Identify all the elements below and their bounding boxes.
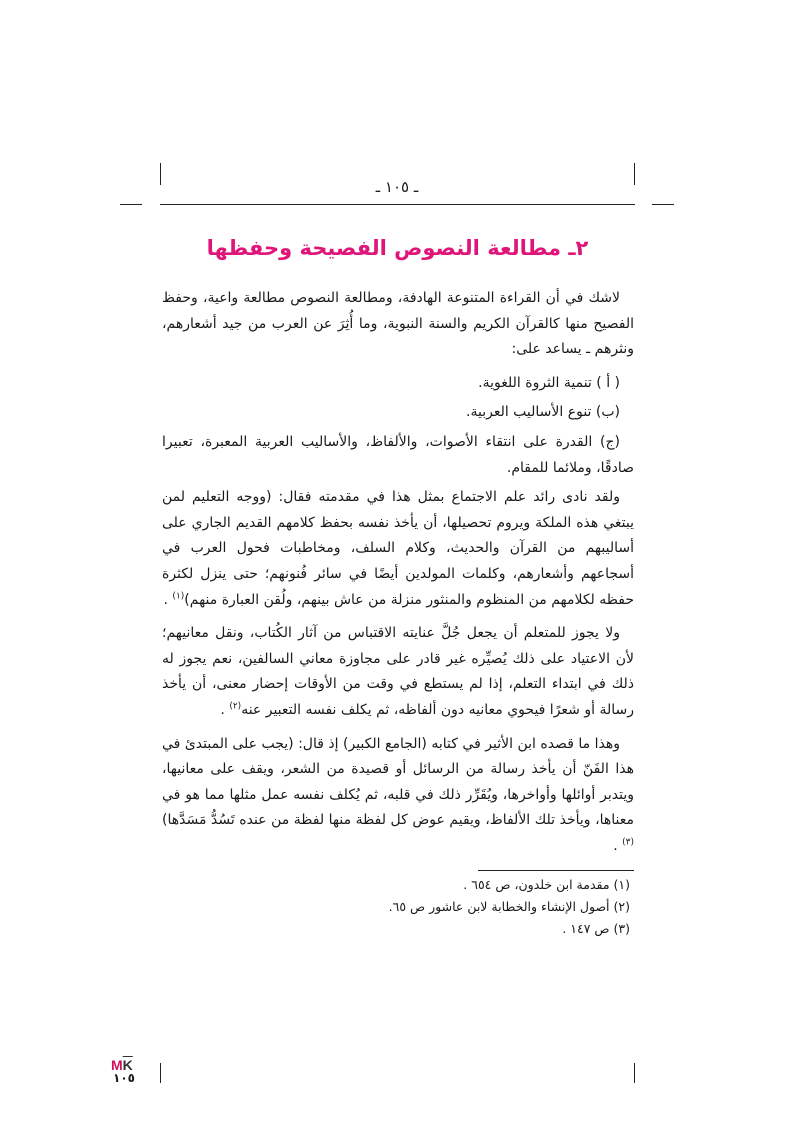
footnote-2: (٢) أصول الإنشاء والخطابة لابن عاشور ص ٦٥. [388, 899, 630, 914]
crop-mark-left-horizontal [120, 204, 142, 205]
main-content [162, 286, 634, 867]
list-item-b: (ب) تنوع الأساليب العربية. [466, 404, 620, 421]
footnote-ref-1[interactable]: (١) [172, 590, 185, 601]
footnote-3: (٣) ص ١٤٧ . [562, 921, 630, 936]
crop-mark-right-horizontal [652, 204, 674, 205]
paragraph-quotation: ولا يجوز للمتعلم أن يجعل جُلَّ عنايته الاقتباس من آثار الكُتاب، ونقل معانيهم؛ لأن الاعتياد على ذلك يُصيِّره غير قادر على مجاوزة معاني السالفين، نعم يجوز له ذلك في ابتداء التعلم، إذا لم يستطع في وقت من الأوقات إحضار معنى، أن يأخذ رسالة أو شعرًا فيحوي معانيه دون ألفاظه، ثم يكلف نفسه التعبير عنه$^{(٢)}$ . [162, 625, 634, 718]
footnote-1: (١) مقدمة ابن خلدون، ص ٦٥٤ . [463, 877, 630, 892]
mk-logo-m: M [111, 1057, 123, 1073]
mk-logo-k: $\overline{K}$ [122, 1057, 133, 1073]
header-rule [160, 204, 635, 205]
footer-page-number: ١٠٥ [113, 1071, 135, 1085]
paragraph-quotation-text: ولا يجوز للمتعلم أن يجعل جُلَّ عنايته الاقتباس من آثار الكُتاب، ونقل معانيهم؛ لأن الاعتياد على ذلك يُصيِّره غير قادر على مجاوزة معاني السالفين، نعم يجوز له ذلك في ابتداء التعلم، إذا لم يستطع في وقت من الأوقات إحضار معنى، أن يأخذ رسالة أو شعرًا فيحوي معانيه دون ألفاظه، ثم يكلف نفسه التعبير عنه [162, 625, 634, 718]
footnote-ref-2[interactable]: (٢) [229, 701, 242, 712]
paragraph-ibn-athir: وهذا ما قصده ابن الأثير في كتابه (الجامع الكبير) إذ قال: (يجب على المبتدئ في هذا الفَنّ أن يأخذ رسالة من الرسائل أو قصيدة من الشعر، ويقف على معانيها، ويتدبر أوائلها وأواخرها، ويُقَرِّر ذلك في قلبه، ثم يُكلف نفسه عمل مثلها مما هو في معناها، ويأخذ تلك الألفاظ، ويقيم عوض كل لفظة منها لفظة من عنده تَسُدُّ مَسَدَّها)$^{(٣)}$ . [162, 735, 634, 854]
page-number: ـ ١٠٥ ـ [375, 178, 419, 196]
footnotes [162, 874, 634, 940]
list-item-c: (ج) القدرة على انتقاء الأصوات، والألفاظ، والأساليب العربية المعبرة، تعبيرا صادقًا، وملائما للمقام. [162, 433, 634, 476]
crop-mark-bottom-left [160, 1063, 161, 1083]
paragraph-ibn-athir-text: وهذا ما قصده ابن الأثير في كتابه (الجامع الكبير) إذ قال: (يجب على المبتدئ في هذا الفَنّ أن يأخذ رسالة من الرسائل أو قصيدة من الشعر، ويقف على معانيها، ويتدبر أوائلها وأواخرها، ويُقَرِّر ذلك في قلبه، ثم يُكلف نفسه عمل مثلها مما هو في معناها، ويأخذ تلك الألفاظ، ويقيم عوض كل لفظة منها لفظة من عنده تَسُدُّ مَسَدَّها) [162, 735, 634, 829]
footnote-rule [478, 870, 634, 871]
crop-mark-bottom-right [634, 1063, 635, 1083]
paragraph-ibn-khaldun: ولقد نادى رائد علم الاجتماع بمثل هذا في مقدمته فقال: (ووجه التعليم لمن يبتغي هذه الملكة ويروم تحصيلها، أن يأخذ نفسه بحفظ كلامهم القديم الجاري على أساليبهم من القرآن والحديث، وكلام السلف، ومخاطبات فحول العرب في أسجاعهم وأشعارهم، وكلمات المولدين أيضًا في سائر فُنونهم؛ حتى ينزل لكثرة حفظه لكلامهم من المنظوم والمنثور منزلة من عاش بينهم، ولُقن العبارة منهم)$^{(١)}$ . [162, 489, 634, 608]
footnote-ref-3[interactable]: (٣) [622, 837, 634, 848]
intro-text: لاشك في أن القراءة المتنوعة الهادفة، ومطالعة النصوص مطالعة واعية، وحفظ الفصيح منها كالقرآن الكريم والسنة النبوية، وما أُثِرَ عن العرب من جيد أشعارهم، ونثرهم ـ يساعد على: [162, 290, 634, 358]
section-title: ٢ـ مطالعة النصوص الفصيحة وحفظها [206, 236, 589, 260]
intro-paragraph [162, 286, 634, 363]
paragraph-ibn-khaldun-text: ولقد نادى رائد علم الاجتماع بمثل هذا في مقدمته فقال: (ووجه التعليم لمن يبتغي هذه الملكة ويروم تحصيلها، أن يأخذ نفسه بحفظ كلامهم القديم الجاري على أساليبهم من القرآن والحديث، وكلام السلف، ومخاطبات فحول العرب في أسجاعهم وأشعارهم، وكلمات المولدين أيضًا في سائر فُنونهم؛ حتى ينزل لكثرة حفظه لكلامهم من المنظوم والمنثور منزلة من عاش بينهم، ولُقن العبارة منهم) [162, 489, 634, 608]
list-item-a: ( أ ) تنمية الثروة اللغوية. [478, 374, 620, 391]
